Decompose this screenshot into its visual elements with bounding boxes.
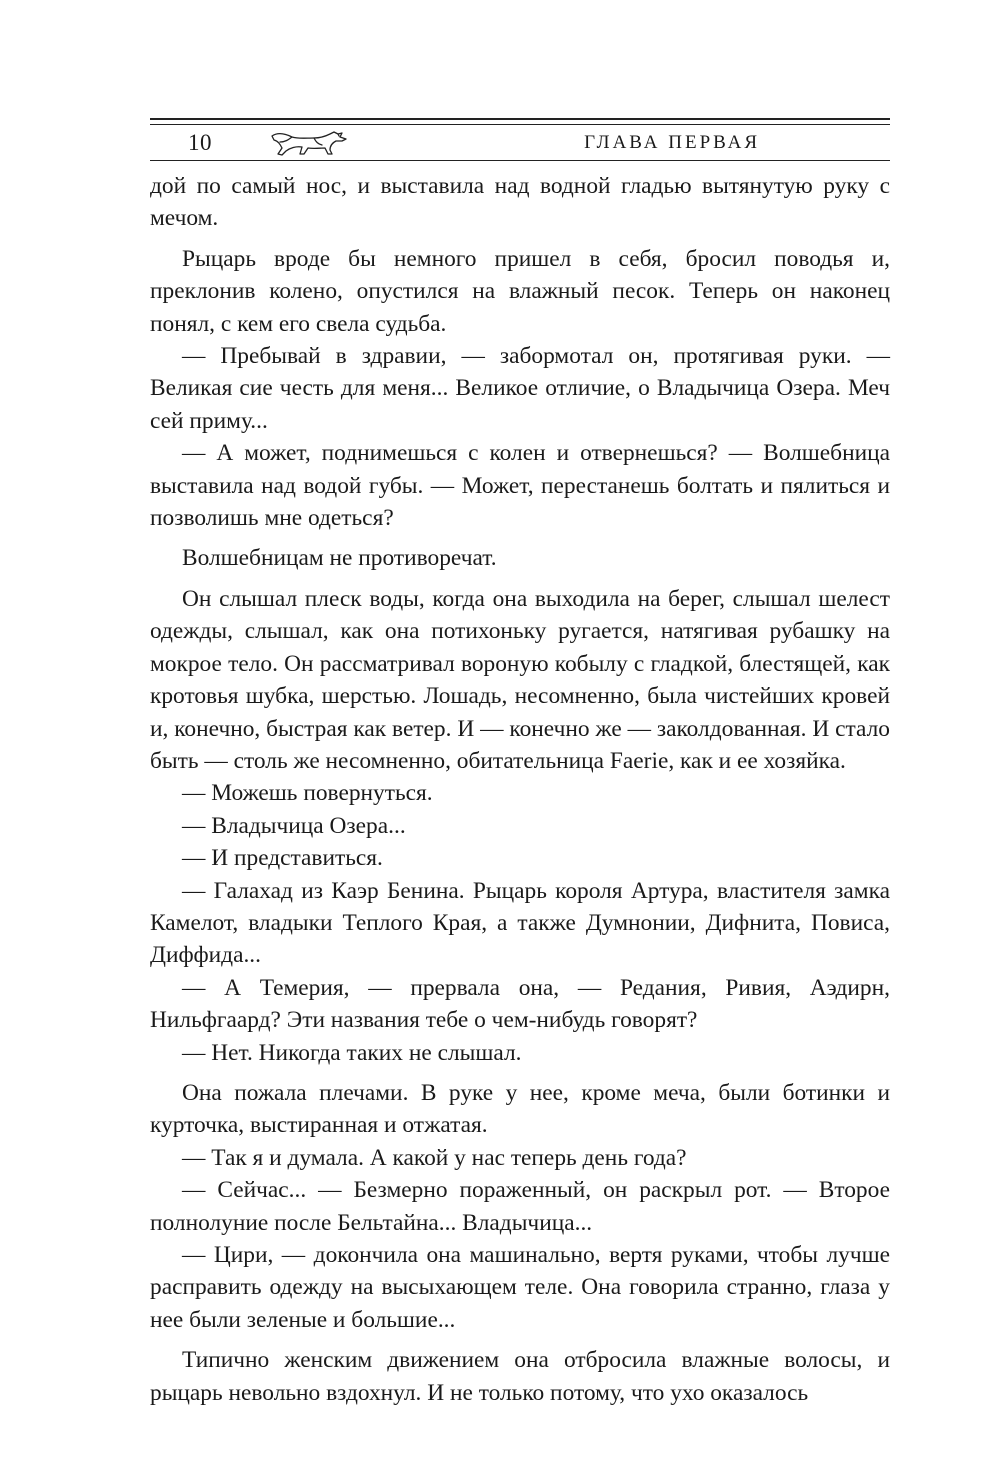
dialogue-line: — Так я и думала. А какой у нас теперь день года?: [182, 1144, 687, 1171]
running-head: ГЛАВА ПЕРВАЯ: [584, 132, 760, 153]
paragraph: Типично женским движением она отбросила влажные волосы, и рыцарь невольно вздохнул. И не только потому, что ухо оказалось: [150, 1347, 890, 1406]
dialogue-line: — И представиться.: [182, 845, 383, 872]
running-dog-ornament-icon: [268, 126, 356, 158]
paragraph: Рыцарь вроде бы немного пришел в себя, бросил поводья и, преклонив колено, опустился на влажный песок. Теперь он наконец понял, с кем его свела судьба.: [150, 245, 890, 337]
dialogue-line: — Можешь повернуться.: [182, 780, 433, 807]
paragraph: дой по самый нос, и выставила над водной гладью вытянутую руку с мечом.: [150, 173, 890, 232]
page-body: [150, 170, 890, 1409]
book-page: [150, 118, 890, 1438]
paragraph: Он слышал плеск воды, когда она выходила на берег, слышал шелест одежды, слышал, как она потихоньку ругается, натягивая рубашку на мокрое тело. Он рассматривал вороную кобылу с гладкой, блестящей, как кротовья шубка, шерстью. Лошадь, несомненно, была чистейших кровей и, конечно, быстрая как ветер. И — конечно же — заколдованная. И стало быть — столь же несомненно, обитательница Faerie, как и ее хозяйка.: [150, 585, 890, 774]
dialogue-line: — Владычица Озера...: [182, 812, 406, 839]
page-number: 10: [188, 130, 212, 155]
dialogue-line: — Галахад из Каэр Бенина. Рыцарь короля Артура, властителя замка Камелот, владыки Теплого Края, а также Думнонии, Дифнита, Повиса, Диффида...: [150, 877, 890, 969]
dialogue-line: — А Темерия, — прервала она, — Редания, Ривия, Аэдирн, Нильфгаард? Эти названия тебе о чем-нибудь говорят?: [150, 974, 890, 1034]
page-header: [150, 118, 890, 161]
header-rule: [150, 124, 890, 125]
paragraph: Волшебницам не противоречат.: [182, 545, 497, 572]
dialogue-line: — А может, поднимешься с колен и отвернешься? — Волшебница выставила над водой губы. — Может, перестанешь болтать и пялиться и позволишь мне одеться?: [150, 440, 890, 532]
dialogue-line: — Нет. Никогда таких не слышал.: [182, 1039, 522, 1066]
dialogue-line: — Сейчас... — Безмерно пораженный, он раскрыл рот. — Второе полнолуние после Бельтайна... Владычица...: [150, 1177, 890, 1236]
paragraph: Она пожала плечами. В руке у нее, кроме меча, были ботинки и курточка, выстиранная и отжатая.: [150, 1079, 890, 1139]
dialogue-line: — Цири, — докончила она машинально, вертя руками, чтобы лучше расправить одежду на высыхающем теле. Она говорила странно, глаза у нее были зеленые и большие...: [150, 1242, 890, 1333]
dialogue-line: — Пребывай в здравии, — забормотал он, протягивая руки. — Великая сие честь для меня... Великое отличие, о Владычица Озера. Меч сей приму...: [150, 343, 890, 434]
